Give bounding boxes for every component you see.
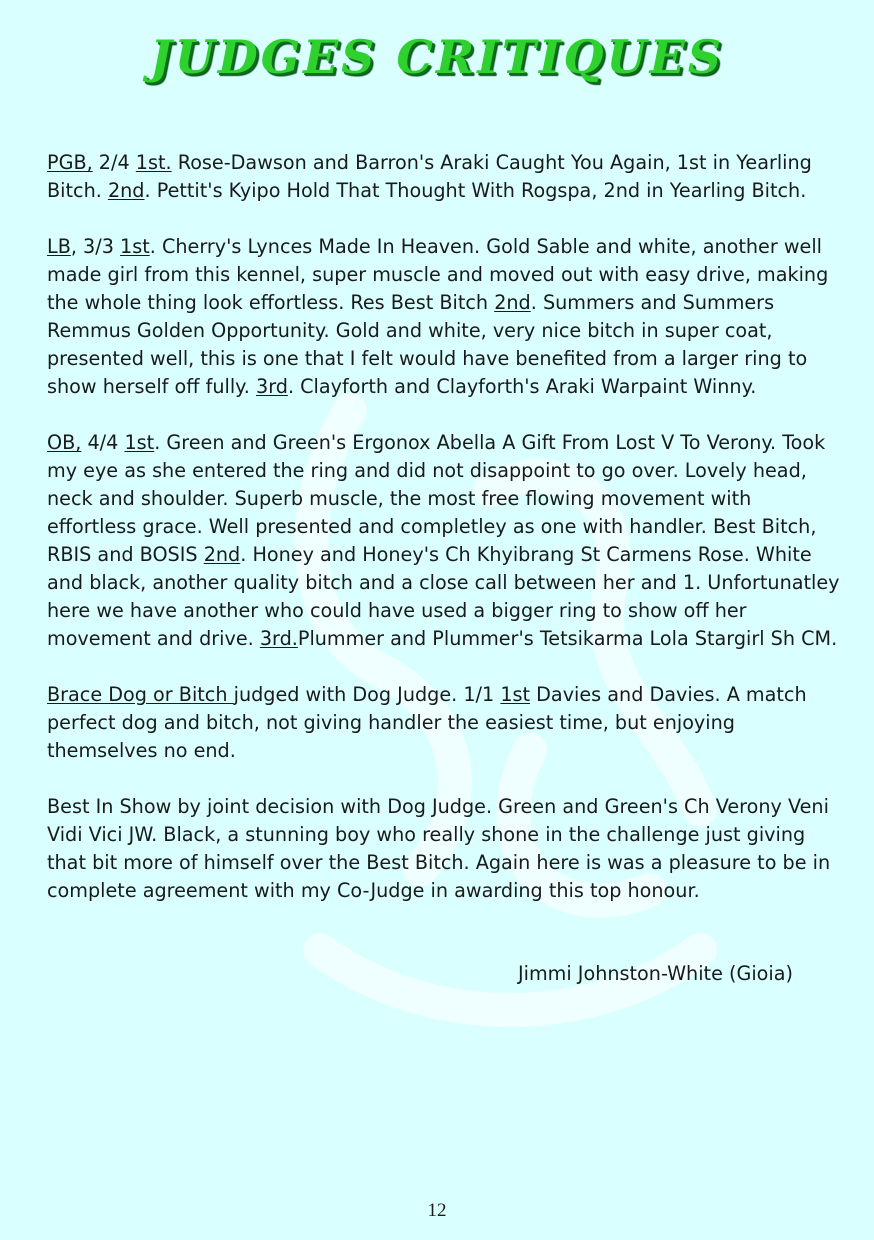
class-name: PGB, xyxy=(47,151,93,174)
page-title: JUDGES CRITIQUES xyxy=(150,30,724,84)
class-name: Brace Dog or Bitch xyxy=(47,683,234,706)
placing-third: 3rd xyxy=(255,375,288,398)
placing-first: 1st xyxy=(120,235,150,258)
placing-third: 3rd. xyxy=(259,627,298,650)
placing-text: . Green and Green's Ergonox Abella A Gift From Lost V To Verony. Took my eye as she entered the ring and did not disappoint to go over. Lovely head, neck and shoulder. Superb muscle, the most free flowing movement with effortless grace. Well presented and completley as one with handler. Best Bitch, RBIS and BOSIS xyxy=(47,431,826,566)
entry-count: 4/4 xyxy=(81,431,125,454)
class-pgb-paragraph xyxy=(47,149,842,205)
placing-text: . Cherry's Lynces Made In Heaven. Gold Sable and white, another well made girl from this kennel, super muscle and moved out with easy drive, making the whole thing look effortless. Res Best Bitch xyxy=(47,235,829,314)
placing-first: 1st xyxy=(124,431,155,454)
placing-first: 1st. xyxy=(135,151,172,174)
entry-count: , 3/3 xyxy=(70,235,121,258)
placing-text: . Honey and Honey's Ch Khyibrang St Carmens Rose. White and black, another quality bitch and a close call between her and 1. Unfortunatley here we have another who could have used a bigger ring to show off her movement and drive. xyxy=(47,543,840,650)
placing-second: 2nd xyxy=(203,543,241,566)
placing-text: judged with Dog Judge. 1/1 xyxy=(233,683,501,706)
judge-signature: Jimmi Johnston-White (Gioia) xyxy=(518,962,793,985)
page-number: 12 xyxy=(427,1200,447,1221)
entry-count: 2/4 xyxy=(92,151,136,174)
placing-second: 2nd xyxy=(494,291,531,314)
placing-text: . Pettit's Kyipo Hold That Thought With Rogspa, 2nd in Yearling Bitch. xyxy=(144,179,807,202)
placing-first: 1st xyxy=(500,683,531,706)
class-ob-paragraph xyxy=(47,429,842,653)
placing-text: Plummer and Plummer's Tetsikarma Lola Stargirl Sh CM. xyxy=(297,627,838,650)
class-name: OB, xyxy=(47,431,82,454)
best-in-show-paragraph xyxy=(47,793,842,905)
bis-text: Best In Show by joint decision with Dog Judge. Green and Green's Ch Verony Veni Vidi Vici JW. Black, a stunning boy who really shone in the challenge just giving that bit more of himself over the Best Bitch. Again here is was a pleasure to be in complete agreement with my Co-Judge in awarding this top honour. xyxy=(47,795,831,902)
class-lb-paragraph xyxy=(47,233,842,401)
placing-text: Rose-Dawson and Barron's Araki Caught You Again, 1st in Yearling Bitch. xyxy=(47,151,812,202)
class-name: LB xyxy=(47,235,71,258)
class-brace-paragraph xyxy=(47,681,842,765)
placing-text: . Clayforth and Clayforth's Araki Warpaint Winny. xyxy=(287,375,757,398)
critique-body xyxy=(47,149,842,933)
placing-second: 2nd xyxy=(107,179,145,202)
placing-text: Davies and Davies. A match perfect dog and bitch, not giving handler the easiest time, but enjoying themselves no end. xyxy=(47,683,807,762)
placing-text: . Summers and Summers Remmus Golden Opportunity. Gold and white, very nice bitch in super coat, presented well, this is one that I felt would have benefited from a larger ring to show herself off fully. xyxy=(47,291,808,398)
